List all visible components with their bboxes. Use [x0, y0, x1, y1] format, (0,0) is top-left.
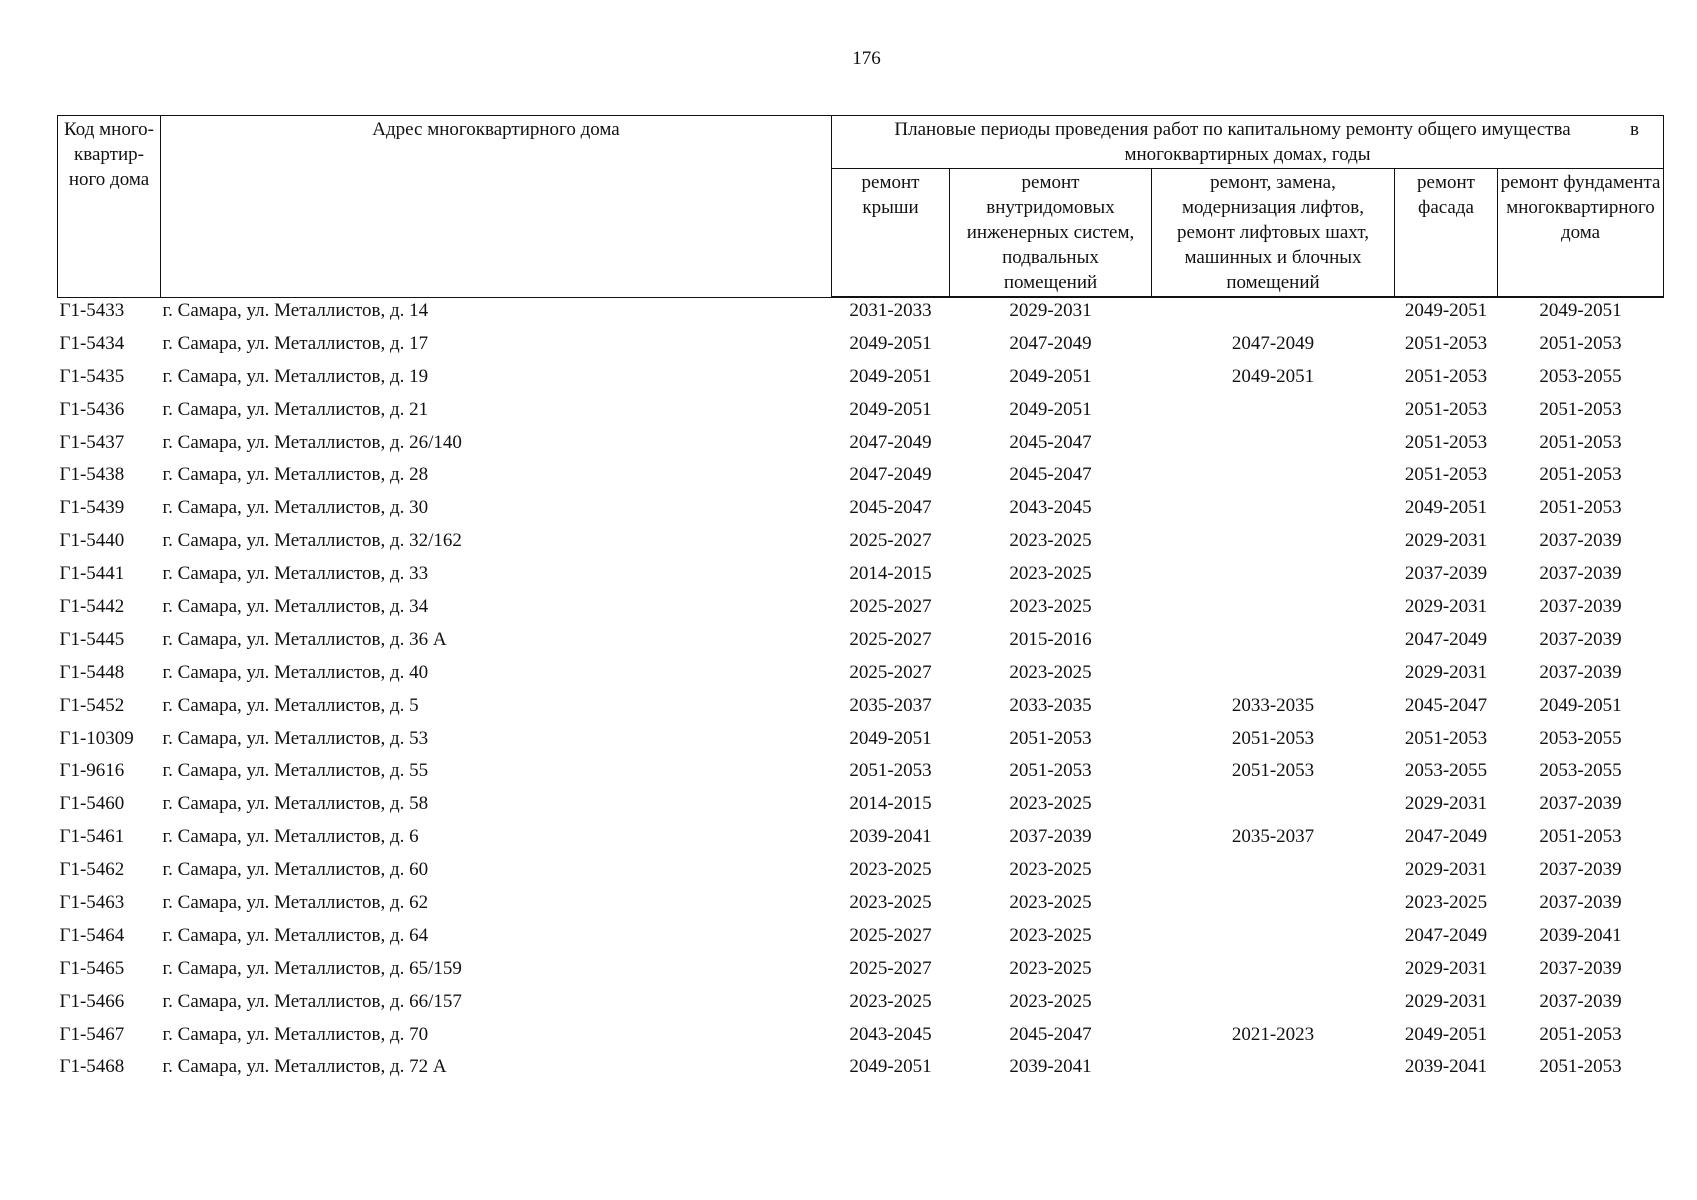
cell-roof: 2047-2049 [849, 431, 932, 453]
cell-roof: 2023-2025 [849, 892, 932, 914]
cell-facade: 2049-2051 [1404, 300, 1488, 321]
header-foundation-line: многоквартирного [1506, 197, 1655, 218]
header-code-line: квартир- [74, 144, 144, 165]
cell-foundation: 2037-2039 [1539, 793, 1622, 815]
cell-facade: 2029-2031 [1404, 793, 1488, 815]
cell-address: г. Самара, ул. Металлистов, д. 62 [162, 892, 429, 914]
cell-elevators: 2051-2053 [1231, 760, 1315, 782]
header-facade [1395, 169, 1498, 298]
cell-address: г. Самара, ул. Металлистов, д. 72 А [162, 1056, 447, 1078]
cell-engineering: 2037-2039 [1009, 826, 1092, 848]
cell-code: Г1-5448 [59, 661, 125, 683]
cell-engineering: 2045-2047 [1009, 1023, 1092, 1045]
header-elevators-line: машинных и блочных [1184, 247, 1362, 268]
cell-engineering: 2023-2025 [1009, 892, 1092, 914]
cell-roof: 2049-2051 [849, 1056, 932, 1078]
cell-elevators [1152, 857, 1395, 890]
cell-address: г. Самара, ул. Металлистов, д. 33 [162, 563, 429, 585]
table-row [58, 1022, 1664, 1055]
cell-facade: 2029-2031 [1404, 957, 1488, 979]
cell-foundation: 2051-2053 [1539, 497, 1622, 519]
cell-elevators [1152, 627, 1395, 660]
table-row [58, 1054, 1664, 1087]
cell-facade: 2053-2055 [1404, 760, 1488, 782]
cell-elevators [1152, 594, 1395, 627]
cell-foundation: 2051-2053 [1539, 332, 1622, 354]
cell-address: г. Самара, ул. Металлистов, д. 58 [162, 793, 429, 815]
cell-code: Г1-5442 [59, 596, 125, 618]
header-facade-line: ремонт [1417, 172, 1475, 193]
page-number: 176 [852, 48, 881, 69]
cell-address: г. Самара, ул. Металлистов, д. 28 [162, 464, 429, 486]
table-row [58, 857, 1664, 890]
cell-code: Г1-5466 [59, 990, 125, 1012]
table-row [58, 890, 1664, 923]
cell-elevators [1152, 528, 1395, 561]
cell-facade: 2051-2053 [1404, 332, 1488, 354]
cell-engineering: 2015-2016 [1009, 628, 1092, 650]
cell-engineering: 2029-2031 [1009, 300, 1092, 321]
cell-code: Г1-5445 [59, 628, 125, 650]
cell-code: Г1-5438 [59, 464, 125, 486]
cell-roof: 2049-2051 [849, 365, 932, 387]
cell-roof: 2051-2053 [849, 760, 932, 782]
cell-foundation: 2037-2039 [1539, 628, 1622, 650]
cell-roof: 2043-2045 [849, 1023, 932, 1045]
cell-facade: 2047-2049 [1404, 826, 1488, 848]
cell-code: Г1-5440 [59, 530, 125, 552]
cell-roof: 2014-2015 [849, 563, 932, 585]
cell-roof: 2049-2051 [849, 398, 932, 420]
cell-code: Г1-5462 [59, 859, 125, 881]
cell-roof: 2025-2027 [849, 661, 932, 683]
cell-code: Г1-5434 [59, 332, 125, 354]
header-elevators-line: ремонт, замена, [1210, 172, 1336, 193]
cell-address: г. Самара, ул. Металлистов, д. 64 [162, 924, 429, 946]
cell-address: г. Самара, ул. Металлистов, д. 36 А [162, 628, 447, 650]
cell-foundation: 2051-2053 [1539, 1023, 1622, 1045]
table-row [58, 397, 1664, 430]
cell-engineering: 2051-2053 [1009, 760, 1092, 782]
table-row [58, 791, 1664, 824]
header-elevators-line: ремонт лифтовых шахт, [1177, 222, 1369, 243]
header-elevators-line: модернизация лифтов, [1182, 197, 1364, 218]
cell-foundation: 2053-2055 [1539, 365, 1622, 387]
cell-code: Г1-9616 [59, 760, 125, 782]
cell-foundation: 2049-2051 [1539, 300, 1622, 321]
cell-elevators [1152, 297, 1395, 331]
cell-engineering: 2043-2045 [1009, 497, 1092, 519]
cell-engineering: 2023-2025 [1009, 990, 1092, 1012]
cell-foundation: 2037-2039 [1539, 990, 1622, 1012]
header-foundation-line: дома [1560, 222, 1601, 243]
cell-engineering: 2049-2051 [1009, 365, 1092, 387]
table-row [58, 462, 1664, 495]
cell-engineering: 2045-2047 [1009, 464, 1092, 486]
cell-facade: 2049-2051 [1404, 497, 1488, 519]
header-code-line: ного дома [68, 169, 150, 190]
table-row [58, 430, 1664, 463]
cell-foundation: 2037-2039 [1539, 859, 1622, 881]
table-row [58, 758, 1664, 791]
table-row [58, 824, 1664, 857]
cell-code: Г1-5433 [59, 299, 125, 321]
cell-code: Г1-5463 [59, 892, 125, 914]
cell-address: г. Самара, ул. Металлистов, д. 60 [162, 859, 429, 881]
cell-facade: 2037-2039 [1404, 563, 1488, 585]
cell-code: Г1-5467 [59, 1023, 125, 1045]
cell-engineering: 2039-2041 [1009, 1056, 1092, 1078]
cell-foundation: 2051-2053 [1539, 826, 1622, 848]
capital-repair-table [57, 115, 1664, 1087]
header-code [58, 116, 161, 298]
header-periods-line1: Плановые периоды проведения работ по капитальному ремонту общего имущества [894, 119, 1571, 140]
cell-foundation: 2053-2055 [1539, 760, 1622, 782]
cell-code: Г1-5460 [59, 793, 125, 815]
header-engineering-line: инженерных систем, [966, 222, 1135, 243]
cell-engineering: 2023-2025 [1009, 924, 1092, 946]
cell-facade: 2029-2031 [1404, 990, 1488, 1012]
cell-facade: 2051-2053 [1404, 365, 1488, 387]
cell-elevators [1152, 989, 1395, 1022]
cell-facade: 2051-2053 [1404, 398, 1488, 420]
cell-facade: 2049-2051 [1404, 1023, 1488, 1045]
cell-address: г. Самара, ул. Металлистов, д. 65/159 [162, 957, 462, 979]
cell-roof: 2047-2049 [849, 464, 932, 486]
table-row [58, 528, 1664, 561]
cell-facade: 2047-2049 [1404, 628, 1488, 650]
table-row [58, 561, 1664, 594]
cell-foundation: 2037-2039 [1539, 892, 1622, 914]
cell-facade: 2023-2025 [1404, 892, 1488, 914]
table-row [58, 594, 1664, 627]
header-address [161, 116, 832, 298]
cell-address: г. Самара, ул. Металлистов, д. 40 [162, 661, 429, 683]
cell-code: Г1-5452 [59, 694, 125, 716]
header-engineering-line: внутридомовых [986, 197, 1115, 218]
header-facade-line: фасада [1418, 197, 1474, 218]
cell-foundation: 2051-2053 [1539, 398, 1622, 420]
cell-roof: 2023-2025 [849, 859, 932, 881]
cell-foundation: 2037-2039 [1539, 661, 1622, 683]
cell-elevators [1152, 660, 1395, 693]
cell-foundation: 2049-2051 [1539, 694, 1622, 716]
cell-address: г. Самара, ул. Металлистов, д. 34 [162, 596, 429, 618]
cell-code: Г1-5461 [59, 826, 125, 848]
cell-elevators [1152, 397, 1395, 430]
cell-code: Г1-5436 [59, 398, 125, 420]
cell-code: Г1-5464 [59, 924, 125, 946]
cell-elevators [1152, 890, 1395, 923]
header-roof-line: крыши [862, 197, 919, 218]
cell-address: г. Самара, ул. Металлистов, д. 66/157 [162, 990, 462, 1012]
cell-roof: 2023-2025 [849, 990, 932, 1012]
cell-elevators: 2033-2035 [1231, 694, 1315, 716]
cell-foundation: 2039-2041 [1539, 924, 1622, 946]
header-engineering-line: ремонт [1021, 172, 1080, 193]
cell-engineering: 2045-2047 [1009, 431, 1092, 453]
cell-foundation: 2037-2039 [1539, 596, 1622, 618]
cell-elevators [1152, 462, 1395, 495]
cell-engineering: 2023-2025 [1009, 530, 1092, 552]
header-code-line: Код много- [64, 119, 154, 140]
cell-facade: 2047-2049 [1404, 924, 1488, 946]
cell-address: г. Самара, ул. Металлистов, д. 55 [162, 760, 429, 782]
cell-roof: 2039-2041 [849, 826, 932, 848]
cell-roof: 2031-2033 [849, 300, 932, 321]
cell-address: г. Самара, ул. Металлистов, д. 70 [162, 1023, 429, 1045]
cell-foundation: 2037-2039 [1539, 957, 1622, 979]
header-engineering-line: подвальных [1002, 247, 1099, 268]
cell-elevators: 2035-2037 [1231, 826, 1315, 848]
cell-elevators [1152, 561, 1395, 594]
cell-address: г. Самара, ул. Металлистов, д. 5 [162, 694, 419, 716]
cell-foundation: 2051-2053 [1539, 1056, 1622, 1078]
header-periods-line2: многоквартирных домах, годы [1124, 144, 1371, 165]
table-row [58, 364, 1664, 397]
cell-address: г. Самара, ул. Металлистов, д. 19 [162, 365, 429, 387]
cell-engineering: 2051-2053 [1009, 727, 1092, 749]
table-row [58, 660, 1664, 693]
cell-address: г. Самара, ул. Металлистов, д. 32/162 [162, 530, 462, 552]
table-row [58, 331, 1664, 364]
cell-facade: 2051-2053 [1404, 464, 1488, 486]
cell-elevators: 2049-2051 [1231, 365, 1315, 387]
cell-elevators [1152, 791, 1395, 824]
cell-elevators [1152, 495, 1395, 528]
cell-facade: 2029-2031 [1404, 596, 1488, 618]
cell-engineering: 2023-2025 [1009, 661, 1092, 683]
cell-roof: 2035-2037 [849, 694, 932, 716]
cell-engineering: 2049-2051 [1009, 398, 1092, 420]
cell-address: г. Самара, ул. Металлистов, д. 21 [162, 398, 429, 420]
table-row [58, 297, 1664, 331]
cell-roof: 2025-2027 [849, 924, 932, 946]
cell-code: Г1-5439 [59, 497, 125, 519]
cell-roof: 2025-2027 [849, 530, 932, 552]
cell-foundation: 2037-2039 [1539, 563, 1622, 585]
header-foundation [1498, 169, 1664, 298]
cell-elevators [1152, 1054, 1395, 1087]
header-elevators-line: помещений [1226, 272, 1320, 293]
cell-code: Г1-5441 [59, 563, 125, 585]
cell-code: Г1-10309 [59, 727, 134, 749]
cell-roof: 2045-2047 [849, 497, 932, 519]
cell-facade: 2051-2053 [1404, 727, 1488, 749]
cell-elevators: 2021-2023 [1231, 1023, 1315, 1045]
cell-address: г. Самара, ул. Металлистов, д. 26/140 [162, 431, 462, 453]
cell-engineering: 2047-2049 [1009, 332, 1092, 354]
cell-code: Г1-5465 [59, 957, 125, 979]
cell-code: Г1-5468 [59, 1056, 125, 1078]
cell-code: Г1-5435 [59, 365, 125, 387]
table-body [58, 297, 1664, 1087]
table-row [58, 956, 1664, 989]
cell-engineering: 2023-2025 [1009, 596, 1092, 618]
cell-address: г. Самара, ул. Металлистов, д. 17 [162, 332, 429, 354]
cell-engineering: 2023-2025 [1009, 859, 1092, 881]
cell-elevators [1152, 923, 1395, 956]
cell-roof: 2025-2027 [849, 628, 932, 650]
cell-address: г. Самара, ул. Металлистов, д. 53 [162, 727, 429, 749]
cell-engineering: 2023-2025 [1009, 957, 1092, 979]
cell-elevators [1152, 956, 1395, 989]
header-address-text: Адрес многоквартирного дома [372, 119, 620, 140]
cell-facade: 2029-2031 [1404, 530, 1488, 552]
table-row [58, 923, 1664, 956]
cell-address: г. Самара, ул. Металлистов, д. 30 [162, 497, 429, 519]
table-row [58, 495, 1664, 528]
header-elevators [1152, 169, 1395, 298]
header-engineering [950, 169, 1152, 298]
cell-elevators: 2051-2053 [1231, 727, 1315, 749]
cell-engineering: 2023-2025 [1009, 793, 1092, 815]
table-row [58, 627, 1664, 660]
cell-roof: 2025-2027 [849, 596, 932, 618]
header-engineering-line: помещений [1003, 272, 1098, 293]
cell-foundation: 2051-2053 [1539, 464, 1622, 486]
cell-elevators [1152, 430, 1395, 463]
header-foundation-line: ремонт фундамента [1500, 172, 1661, 193]
table-row [58, 693, 1664, 726]
cell-facade: 2045-2047 [1404, 694, 1488, 716]
cell-code: Г1-5437 [59, 431, 125, 453]
cell-foundation: 2053-2055 [1539, 727, 1622, 749]
cell-facade: 2029-2031 [1404, 661, 1488, 683]
cell-engineering: 2033-2035 [1009, 694, 1092, 716]
cell-engineering: 2023-2025 [1009, 563, 1092, 585]
cell-facade: 2051-2053 [1404, 431, 1488, 453]
header-roof [832, 169, 950, 298]
cell-address: г. Самара, ул. Металлистов, д. 14 [162, 299, 429, 321]
cell-elevators: 2047-2049 [1231, 332, 1315, 354]
table-row [58, 989, 1664, 1022]
header-row-top [58, 116, 1664, 169]
cell-roof: 2049-2051 [849, 332, 932, 354]
header-periods-tail: в [1630, 119, 1640, 140]
header-planned-periods [832, 116, 1664, 169]
table-row [58, 726, 1664, 759]
cell-facade: 2029-2031 [1404, 859, 1488, 881]
cell-foundation: 2037-2039 [1539, 530, 1622, 552]
cell-roof: 2025-2027 [849, 957, 932, 979]
header-roof-line: ремонт [861, 172, 920, 193]
cell-facade: 2039-2041 [1404, 1056, 1488, 1078]
cell-roof: 2014-2015 [849, 793, 932, 815]
cell-foundation: 2051-2053 [1539, 431, 1622, 453]
cell-address: г. Самара, ул. Металлистов, д. 6 [162, 826, 419, 848]
cell-roof: 2049-2051 [849, 727, 932, 749]
